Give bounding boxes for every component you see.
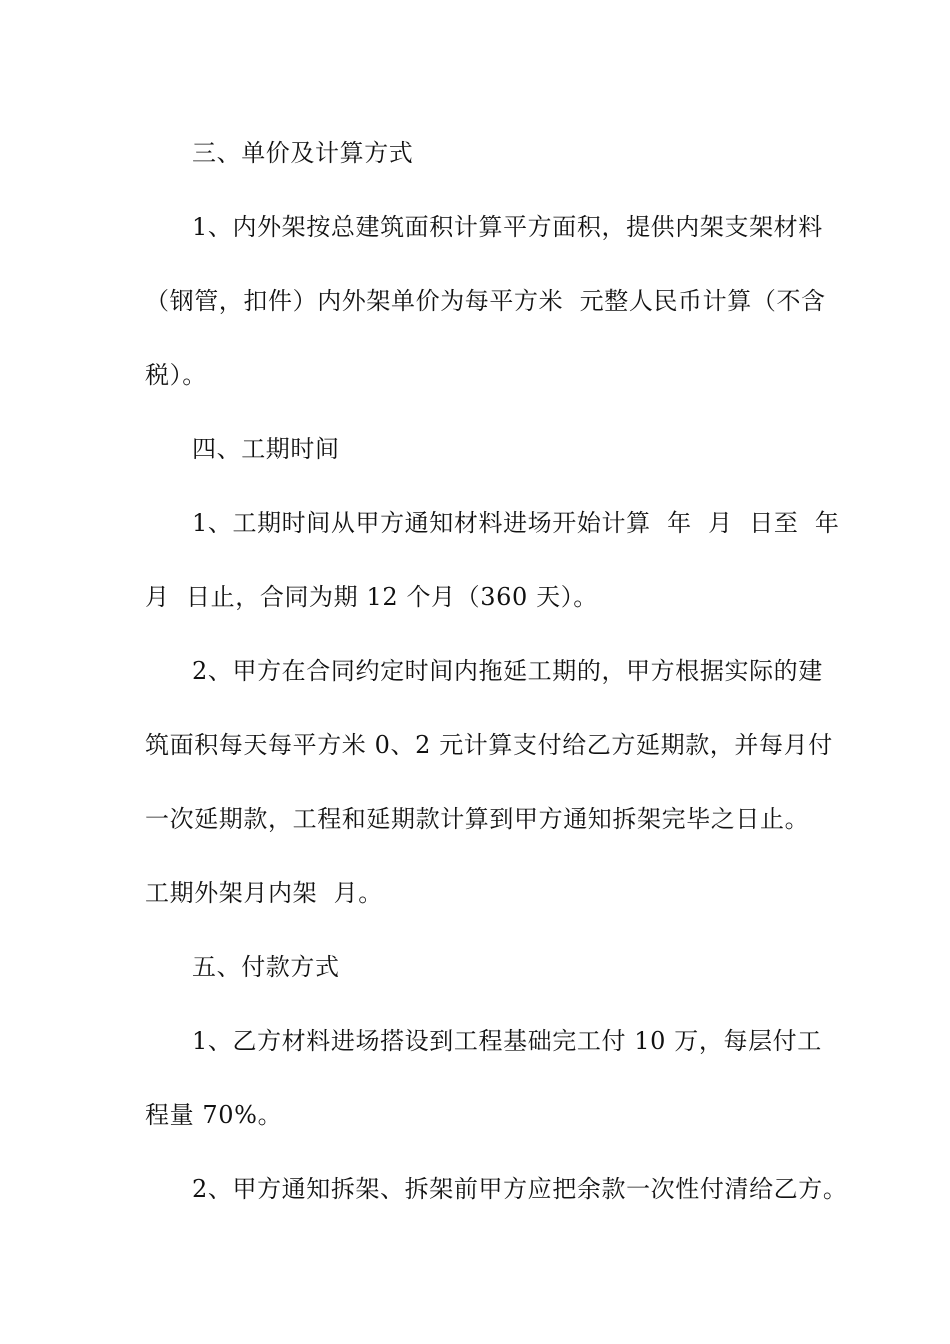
paragraph-line: 2、甲方在合同约定时间内拖延工期的，甲方根据实际的建 bbox=[192, 657, 823, 685]
paragraph-line: 工期外架月内架 月。 bbox=[145, 879, 383, 907]
section-heading-unit-price: 三、单价及计算方式 bbox=[192, 139, 414, 167]
paragraph-line: 税）。 bbox=[145, 361, 207, 389]
paragraph-line: 月 日止，合同为期 12 个月（360 天）。 bbox=[145, 583, 598, 611]
paragraph-line: 程量 70%。 bbox=[145, 1101, 283, 1129]
paragraph-line: 1、乙方材料进场搭设到工程基础完工付 10 万，每层付工 bbox=[192, 1027, 822, 1055]
paragraph-line: 1、内外架按总建筑面积计算平方面积，提供内架支架材料 bbox=[192, 213, 823, 241]
section-heading-payment: 五、付款方式 bbox=[192, 953, 340, 981]
paragraph-line: （钢管，扣件）内外架单价为每平方米 元整人民币计算（不含 bbox=[145, 287, 826, 315]
paragraph-line: 筑面积每天每平方米 0、2 元计算支付给乙方延期款，并每月付 bbox=[145, 731, 833, 759]
paragraph-line: 一次延期款，工程和延期款计算到甲方通知拆架完毕之日止。 bbox=[145, 805, 810, 833]
paragraph-line: 1、工期时间从甲方通知材料进场开始计算 年 月 日至 年 bbox=[192, 509, 840, 537]
paragraph-line: 2、甲方通知拆架、拆架前甲方应把余款一次性付清给乙方。 bbox=[192, 1175, 848, 1203]
section-heading-schedule: 四、工期时间 bbox=[192, 435, 340, 463]
